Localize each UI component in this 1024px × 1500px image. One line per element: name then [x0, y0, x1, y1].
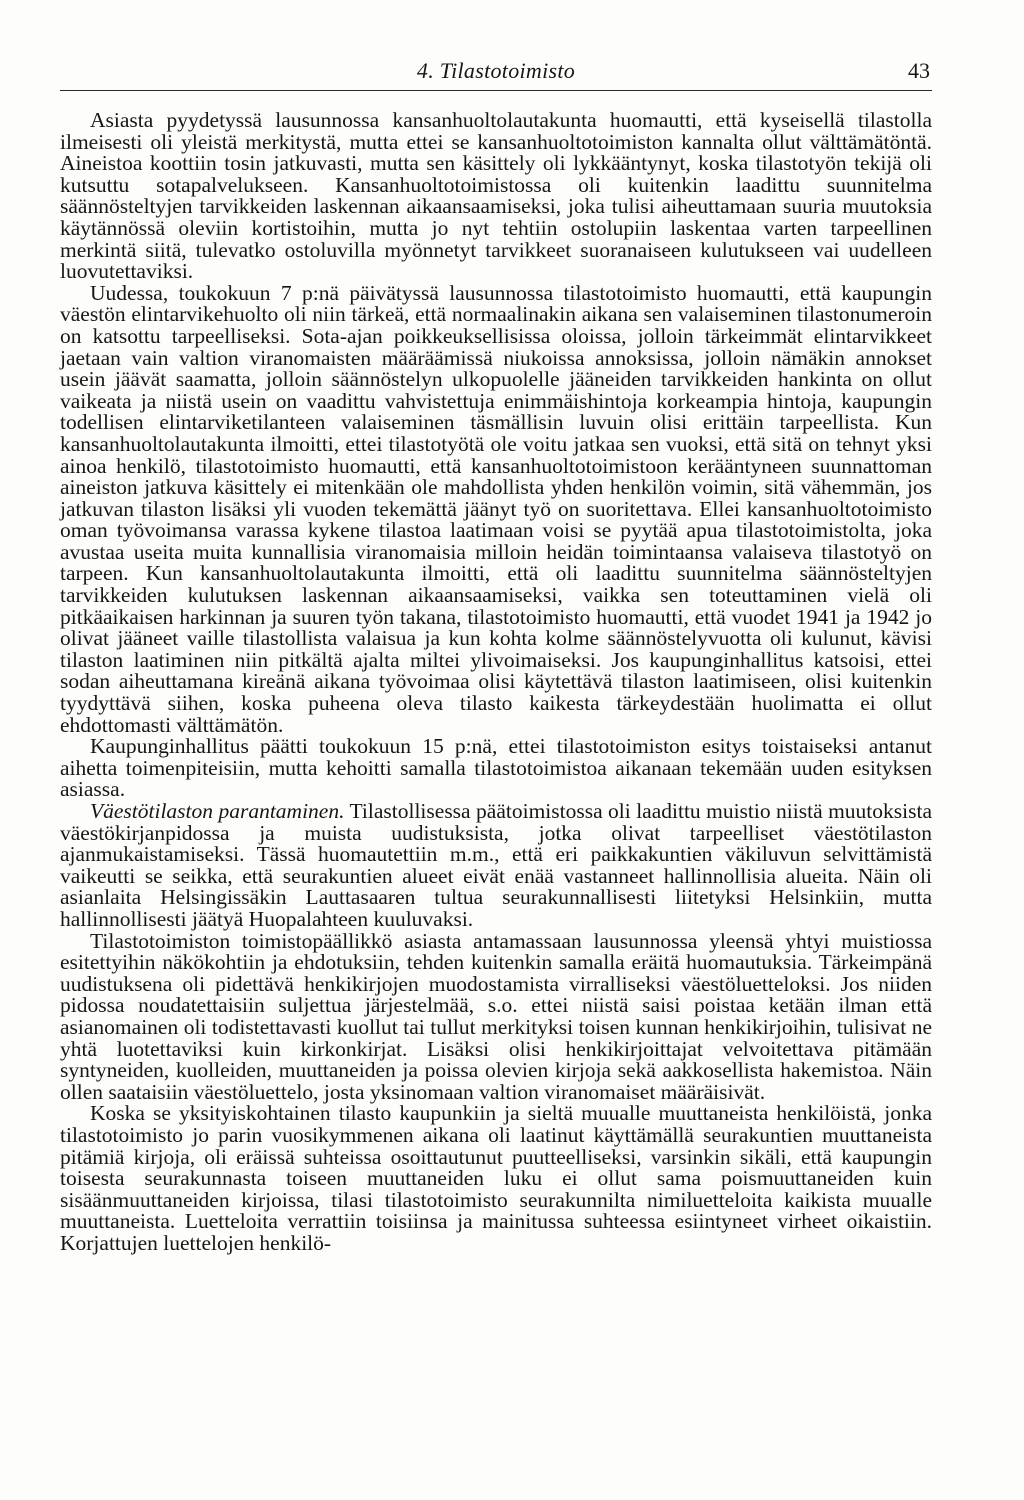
body-text	[60, 110, 932, 1254]
page-header	[60, 56, 932, 91]
running-head: 4. Tilastotoimisto	[416, 58, 576, 83]
section-heading: Väestötilaston parantaminen.	[90, 799, 345, 823]
paragraph: Uudessa, toukokuun 7 p:nä päivätyssä lausunnossa tilastotoimisto huomautti, että kaupungin väestön elintarvikehuolto oli niin tärkeä, että normaalinakin aikana sen valaiseminen tilastonumeroin on katsottu tarpeelliseksi. Sota-ajan poikkeuksellisissa oloissa, jolloin tärkeimmät elintarvikkeet jaetaan vain valtion viranomaisten määräämissä niukoissa annoksissa, jolloin nämäkin annokset usein jäävät saamatta, jolloin säännöstelyn ulkopuolelle jääneiden tarvikkeiden hankinta on ollut vaikeata ja niistä usein on vaadittu vahvistettuja enimmäishintoja korkeampia hintoja, kaupungin todellisen elintarviketilanteen valaiseminen täsmällisin luvuin olisi erittäin tarpeellista. Kun kansanhuoltolautakunta ilmoitti, ettei tilastotyötä ole voitu jatkaa sen vuoksi, että sitä on tehnyt yksi ainoa henkilö, tilastotoimisto huomautti, että kansanhuoltotoimistoon kerääntyneen suunnattoman aineiston jatkuva käsittely ei mitenkään ole mahdollista yhden henkilön voimin, sitä vähemmän, jos jatkuvan tilaston lisäksi yli vuoden tekemättä jäänyt työ on suoritettava. Ellei kansanhuoltotoimisto oman työvoimansa varassa kykene tilastoa laatimaan voisi se pyytää apua tilastotoimistolta, joka avustaa useita muita kunnallisia viranomaisia milloin heidän toimintaansa valaiseva tilastotyö on tarpeen. Kun kansanhuoltolautakunta ilmoitti, että oli laadittu suunnitelma säännösteltyjen tarvikkeiden kulutuksen laskennan aikaansaamiseksi, vaikka sen toteuttaminen vielä oli pitkäaikaisen harkinnan ja suuren työn takana, tilastotoimisto huomautti, että vuodet 1941 ja 1942 jo olivat jääneet vaille tilastollista valaisua ja kun kohta kolme säännöstelyvuotta oli kulunut, kävisi tilaston laatiminen niin pitkältä ajalta miltei ylivoimaiseksi. Jos kaupunginhallitus katsoisi, ettei sodan aiheuttamana kireänä aikana työvoimaa olisi käytettävä tilaston laatimiseen, olisi kuitenkin tyydyttävä siihen, koska puheena oleva tilasto kaikesta tärkeydestään huolimatta ei ollut ehdottomasti välttämätön.	[60, 280, 932, 737]
paragraph	[60, 801, 932, 931]
page-number: 43	[908, 58, 930, 83]
paragraph-text: Tilastollisessa päätoimistossa oli laadittu muistio niistä muutoksista väestökirjanpidossa ja muista uudistuksista, jotka olivat tarpeelliset väestötilaston ajanmukaistamiseksi. Tässä huomautettiin m.m., että eri paikkakuntien väkiluvun selvittämistä vaikeutti se seikka, että seurakuntien alueet eivät enää vastanneet hallinnollisia alueita. Näin oli asianlaita Helsingissäkin Lauttasaaren tultua seurakunnallisesti liitetyksi Helsinkiin, mutta hallinnollisesti jäätyä Huopalahteen kuuluvaksi.	[60, 799, 932, 931]
paragraph: Asiasta pyydetyssä lausunnossa kansanhuoltolautakunta huomautti, että kyseisellä tilastolla ilmeisesti oli yleistä merkitystä, mutta ettei se kansanhuoltotoimiston kannalta ollut välttämätöntä. Aineistoa koottiin tosin jatkuvasti, mutta sen käsittely oli lykkääntynyt, koska tilastotyön tekijä oli kutsuttu sotapalvelukseen. Kansanhuoltotoimistossa oli kuitenkin laadittu suunnitelma säännösteltyjen tarvikkeiden laskennan aikaansaamiseksi, joka tulisi aiheuttamaan suuria muutoksia käytännössä oleviin kortistoihin, mutta jo nyt tehtiin ostolupiin laskentaa varten tarpeellinen merkintä siitä, tulevatko ostoluvilla myönnetyt tarvikkeet suoranaiseen kulutukseen vai uudelleen luovutettaviksi.	[60, 108, 932, 284]
paragraph: Koska se yksityiskohtainen tilasto kaupunkiin ja sieltä muualle muuttaneista henkilöistä, jonka tilastotoimisto jo parin vuosikymmenen aikana oli laatinut käyttämällä seurakuntien muuttaneista pitämiä kirjoja, oli eräissä suhteissa osoittautunut puutteelliseksi, varsinkin sikäli, että kaupungin toisesta seurakunnasta toiseen muuttaneiden luku ei ollut sama poismuuttaneiden kuin sisäänmuuttaneiden kirjoissa, tilasi tilastotoimisto seurakunnilta nimiluetteloita kaikista muualle muuttaneista. Luetteloita verrattiin toisiinsa ja mainitussa suhteessa esiintyneet virheet oikaistiin. Korjattujen luettelojen henkilö-	[60, 1101, 932, 1255]
paragraph: Kaupunginhallitus päätti toukokuun 15 p:nä, ettei tilastotoimiston esitys toistaiseksi antanut aihetta toimenpiteisiin, mutta kehoitti samalla tilastotoimistoa aikanaan tekemään uuden esityksen asiassa.	[60, 734, 932, 802]
paragraph: Tilastotoimiston toimistopäällikkö asiasta antamassaan lausunnossa yleensä yhtyi muistiossa esitettyihin näkökohtiin ja ehdotuksiin, tehden kuitenkin samalla eräitä huomautuksia. Tärkeimpänä uudistuksena oli pidettävä henkikirjojen muodostamista virralliseksi väestöluetteloksi. Jos niiden pidossa noudatettaisiin suljettua järjestelmää, s.o. ettei niistä saisi poistaa ketään ilman että asianomainen oli todistettavasti kuollut tai tullut merkityksi toisen kunnan henkikirjoihin, tulisivat ne yhtä luotettaviksi kuin kirkonkirjat. Lisäksi olisi henkikirjoittajat velvoitettava pitämään syntyneiden, kuolleiden, muuttaneiden ja poissa olevien kirjoja sekä aakkosellista hakemistoa. Näin ollen saataisiin väestöluettelo, josta yksinomaan valtion viranomaiset määräisivät.	[60, 928, 932, 1104]
